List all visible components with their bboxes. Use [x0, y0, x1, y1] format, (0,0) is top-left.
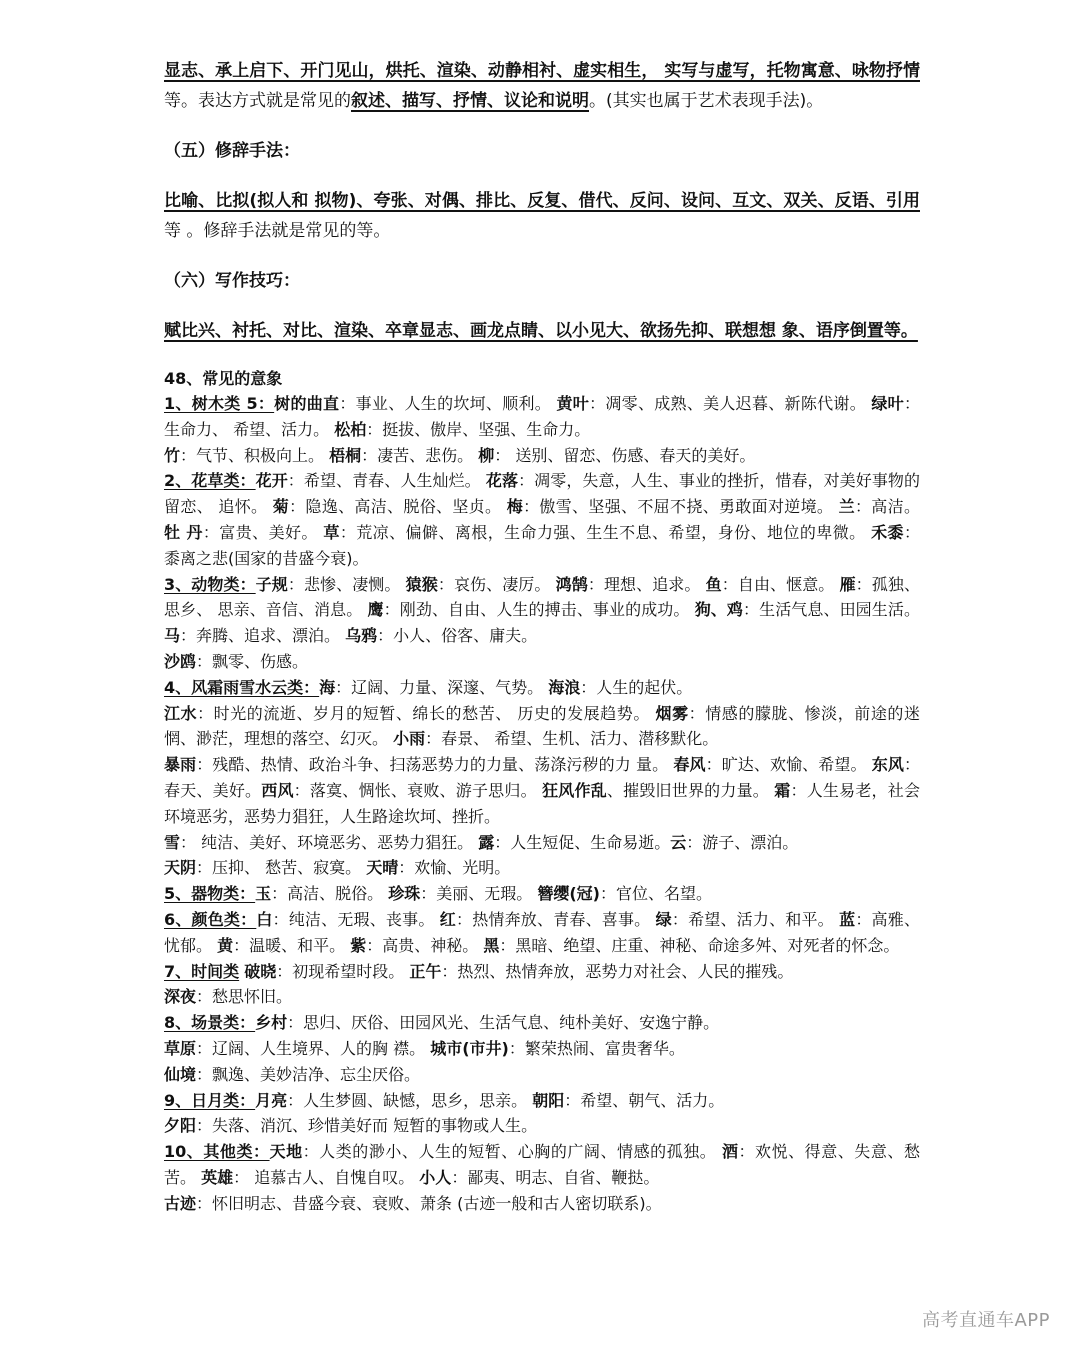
- meaning: ：凄苦、悲伤。: [361, 445, 479, 465]
- term: 柳: [478, 445, 495, 465]
- meaning: ：官位、名望。: [600, 884, 713, 904]
- term: 江水: [164, 703, 198, 723]
- meaning: 、摧毁旧世界的力量。: [606, 780, 775, 800]
- term: 珍珠: [388, 884, 421, 904]
- term: 草原: [164, 1038, 197, 1058]
- term: 狂风作乱: [542, 780, 607, 800]
- expression-modes-list: 叙述、描写、抒情、议论和说明: [351, 91, 589, 111]
- category-label: 10、其他类：: [164, 1142, 270, 1162]
- imagery-sun-moon: [164, 1088, 920, 1114]
- term: 雁: [839, 574, 856, 594]
- term: 鹰: [367, 600, 384, 620]
- imagery-time-continued: [164, 984, 920, 1010]
- category-label: 9、日月类：: [164, 1090, 256, 1110]
- meaning: ：春天、美好。: [164, 755, 920, 800]
- meaning: ：飘逸、美妙洁净、忘尘厌俗。: [196, 1064, 421, 1084]
- meaning: ：温暖、和平。: [233, 935, 351, 955]
- imagery-scenes-continued: [164, 1062, 920, 1088]
- term: 簪缨(冠): [537, 884, 600, 904]
- meaning: ：欢愉、光明。: [398, 858, 511, 878]
- imagery-weather-continued: [164, 752, 920, 829]
- meaning: ：游子、漂泊。: [686, 832, 799, 852]
- meaning: ：欢悦、得意、失意、愁苦。: [164, 1142, 920, 1187]
- rhetoric-paragraph: [164, 186, 920, 246]
- term: 海: [319, 677, 336, 697]
- term: 仙境: [164, 1064, 197, 1084]
- term: 天地: [269, 1142, 303, 1162]
- meaning: ：富贵、美好。: [202, 522, 324, 542]
- meaning: ：小人、俗客、庸夫。: [377, 626, 538, 646]
- term: 牡 丹: [164, 522, 203, 542]
- meaning: ：气节、积极向上。: [180, 445, 330, 465]
- meaning: ：高贵、神秘。: [366, 935, 484, 955]
- meaning: ：人生易老，社会环境恶劣，恶势力猖狂，人生路途坎坷、挫折。: [164, 780, 920, 826]
- term: 东风: [871, 755, 904, 775]
- term: 猿猴: [405, 574, 438, 594]
- term: 云: [670, 832, 687, 852]
- imagery-weather-continued: [164, 830, 920, 856]
- meaning: ：失落、消沉、珍惜美好而 短暂的事物或人生。: [196, 1116, 538, 1136]
- meaning: ：哀伤、凄厉。: [437, 574, 556, 594]
- meaning: ：压抑、 愁苦、寂寞。: [196, 858, 367, 878]
- imagery-list: [164, 366, 920, 1217]
- term: 兰: [838, 497, 855, 517]
- writing-skills-paragraph: [164, 316, 920, 346]
- meaning: ：孤独、思乡、 思亲、音信、消息。: [164, 574, 920, 620]
- meaning: ：高洁、脱俗。: [271, 884, 389, 904]
- term: 马: [164, 626, 181, 646]
- category-label: 6、颜色类：: [164, 909, 257, 929]
- term: 海浪: [548, 677, 581, 697]
- meaning: ：荒凉、偏僻、离根，生命力强、生生不息、希望，身份、地位的卑微。: [339, 522, 872, 542]
- term: 紫: [350, 935, 367, 955]
- meaning: ： 送别、留恋、伤感、春天的美好。: [494, 445, 756, 465]
- meaning: ：悲惨、凄恻。: [287, 574, 406, 594]
- imagery-scenes: [164, 1010, 920, 1036]
- imagery-weather-continued: [164, 701, 920, 753]
- meaning: ：希望、活力、和平。: [671, 909, 840, 929]
- meaning: ：人生短促、生命易逝。: [494, 832, 671, 852]
- term: 沙鸥: [164, 651, 197, 671]
- meaning: ：挺拔、傲岸、坚强、生命力。: [366, 419, 591, 439]
- term: 黑: [483, 935, 500, 955]
- meaning: ：辽阔、人生境界、人的胸 襟。: [196, 1038, 431, 1058]
- meaning: ：希望、朝气、活力。: [564, 1090, 725, 1110]
- term: 竹: [164, 445, 181, 465]
- meaning: ：时光的流逝、岁月的短暂、绵长的愁苦、 历史的发展趋势。: [197, 703, 656, 723]
- meaning: ：愁思怀旧。: [196, 987, 293, 1007]
- term: 鱼: [705, 574, 722, 594]
- term: 正午: [409, 961, 442, 981]
- term: 绿叶: [871, 394, 904, 413]
- term: 小人: [419, 1167, 452, 1187]
- term: 春风: [673, 755, 706, 775]
- term: 露: [478, 832, 495, 852]
- term: 乡村: [255, 1013, 288, 1033]
- term: 天阴: [164, 858, 197, 878]
- rhetoric-list: 比喻、比拟(拟人和 拟物)、夸张、对偶、排比、反复、借代、反问、设问、互文、双关、反语、引用: [164, 191, 920, 211]
- imagery-sun-moon-continued: [164, 1113, 920, 1139]
- term: 梧桐: [329, 445, 362, 465]
- term: 烟雾: [655, 703, 689, 723]
- term: 红: [439, 909, 456, 929]
- meaning: ：理想、追求。: [587, 574, 706, 594]
- term: 霜: [774, 780, 791, 800]
- meaning: ：鄙夷、明志、自省、鞭挞。: [451, 1167, 660, 1187]
- meaning: ：繁荣热闹、富贵奢华。: [508, 1038, 685, 1058]
- meaning: ：热烈、热情奔放，恶势力对社会、人民的摧残。: [441, 961, 794, 981]
- imagery-objects: [164, 881, 920, 907]
- meaning: ：生活气息、田园生活。: [743, 600, 920, 620]
- meaning: ：黑暗、绝望、庄重、神秘、命途多舛、对死者的怀念。: [499, 935, 900, 955]
- meaning: ：凋零，失意，人生、事业的挫折，惜春，对美好事物的留恋、 追怀。: [164, 471, 920, 517]
- meaning: ：落寞、惆怅、衰败、游子思归。: [293, 780, 543, 800]
- imagery-time: [164, 959, 920, 985]
- meaning: ： 纯洁、美好、环境恶劣、恶势力猖狂。: [180, 832, 479, 852]
- paragraph-text: 。(其实也属于艺术表现手法)。: [589, 91, 824, 111]
- imagery-others: [164, 1139, 920, 1191]
- meaning: ： 追慕古人、自愧自叹。: [233, 1167, 420, 1187]
- term: 古迹: [164, 1193, 197, 1213]
- paragraph-text: 等。表达方式就是常见的: [164, 91, 351, 111]
- meaning: ：怀旧明志、昔盛今衰、衰败、萧条 (古迹一般和古人密切联系)。: [196, 1193, 662, 1213]
- term: 蓝: [839, 909, 856, 929]
- meaning: ：辽阔、力量、深邃、气势。: [335, 677, 549, 697]
- term: 树的曲直: [274, 394, 340, 413]
- meaning: ：隐逸、高洁、脱俗、坚贞。: [289, 497, 507, 517]
- term: 花开: [255, 471, 288, 491]
- term: 松柏: [334, 419, 367, 439]
- meaning: ：高洁。: [854, 497, 920, 517]
- term: 雪: [164, 832, 181, 852]
- meaning: ：旷达、欢愉、希望。: [705, 755, 872, 775]
- meaning: ：刚劲、自由、人生的搏击、事业的成功。: [383, 600, 695, 620]
- meaning: ：高雅、忧郁。: [164, 909, 920, 955]
- term: 酒: [721, 1142, 739, 1162]
- term: 小雨: [393, 729, 426, 749]
- document-page: [164, 56, 920, 1217]
- meaning: ：初现希望时段。: [276, 961, 410, 981]
- meaning: ：奔腾、追求、漂泊。: [180, 626, 346, 646]
- term: 禾黍: [871, 522, 904, 542]
- category-label: 7、时间类: [164, 961, 240, 981]
- meaning: ：飘零、伤感。: [196, 651, 309, 671]
- meaning: ： 黍离之悲(国家的昔盛今衰)。: [164, 522, 920, 568]
- imagery-title: 48、常见的意象: [164, 369, 283, 388]
- term: 夕阳: [164, 1116, 197, 1136]
- imagery-trees-continued: [164, 443, 920, 469]
- section-heading-rhetoric: （五）修辞手法：: [164, 141, 300, 161]
- meaning: ：春景、 希望、生机、活力、潜移默化。: [425, 729, 719, 749]
- term: 子规: [255, 574, 288, 594]
- category-label: 8、场景类：: [164, 1013, 256, 1033]
- meaning: ：傲雪、坚强、不屈不挠、勇敢面对逆境。: [523, 497, 839, 517]
- category-label: 2、花草类：: [164, 471, 256, 491]
- app-watermark: 高考直通车APP: [921, 1310, 1050, 1331]
- imagery-flowers: [164, 468, 920, 571]
- category-label: 3、动物类：: [164, 574, 256, 594]
- term: 花落: [485, 471, 519, 491]
- meaning: ：人生的起伏。: [580, 677, 693, 697]
- term: 月亮: [255, 1090, 288, 1110]
- imagery-animals: [164, 572, 920, 649]
- term: 乌鸦: [345, 626, 378, 646]
- techniques-list: 显志、承上启下、开门见山，烘托、渲染、动静相衬、虚实相生， 实写与虚写，托物寓意、咏物抒情: [164, 61, 920, 81]
- meaning: ：凋零、成熟、美人迟暮、新陈代谢。: [589, 394, 872, 413]
- meaning: ：生命力、 希望、活力。: [164, 394, 920, 439]
- term: 白: [256, 909, 273, 929]
- term: 鸿鹄: [555, 574, 588, 594]
- term: 玉: [255, 884, 272, 904]
- term: 西风: [261, 780, 294, 800]
- term: 暴雨: [164, 755, 197, 775]
- meaning: ：事业、人生的坎坷、顺利。: [339, 394, 557, 413]
- imagery-weather: [164, 675, 920, 701]
- term: 草: [323, 522, 340, 542]
- term: 深夜: [164, 987, 197, 1007]
- paragraph-text: 等 。修辞手法就是常见的等。: [164, 221, 391, 241]
- meaning: ：思归、厌俗、田园风光、生活气息、纯朴美好、安逸宁静。: [287, 1013, 720, 1033]
- category-label: 5、器物类：: [164, 884, 256, 904]
- imagery-trees: [164, 391, 920, 443]
- category-label: 4、风霜雨雪水云类：: [164, 677, 320, 697]
- meaning: ：情感的朦胧、惨淡，前途的迷惘、渺茫，理想的落空、幻灭。: [164, 703, 920, 749]
- meaning: ：自由、惬意。: [721, 574, 840, 594]
- term: 英雄: [201, 1167, 234, 1187]
- meaning: ：残酷、热情、政治斗争、扫荡恶势力的力量、荡涤污秽的力 量。: [196, 755, 674, 775]
- term: 梅: [506, 497, 524, 517]
- term: 破晓: [244, 961, 277, 981]
- term: 绿: [655, 909, 672, 929]
- section-heading-writing-skills: （六）写作技巧：: [164, 271, 300, 291]
- imagery-colors: [164, 907, 920, 959]
- term: 菊: [272, 497, 290, 517]
- imagery-others-continued: [164, 1191, 920, 1217]
- meaning: ：纯洁、无瑕、丧事。: [272, 909, 440, 929]
- term: 朝阳: [532, 1090, 565, 1110]
- term: 城市(市井): [430, 1038, 509, 1058]
- term: 狗、鸡: [694, 600, 743, 620]
- expression-methods-paragraph: [164, 56, 920, 116]
- imagery-scenes-continued: [164, 1036, 920, 1062]
- meaning: ：美丽、无瑕。: [420, 884, 538, 904]
- meaning: ：希望、青春、人生灿烂。: [287, 471, 486, 491]
- category-label: 1、树木类 5：: [164, 394, 275, 413]
- imagery-weather-continued: [164, 855, 920, 881]
- writing-skills-list: 赋比兴、衬托、对比、渲染、卒章显志、画龙点睛、以小见大、欲扬先抑、联想想 象、语序倒置等。: [164, 321, 918, 341]
- term: 天晴: [366, 858, 399, 878]
- meaning: ：热情奔放、青春、喜事。: [456, 909, 656, 929]
- term: 黄: [217, 935, 234, 955]
- meaning: ：人生梦圆、缺憾，思乡，思亲。: [287, 1090, 533, 1110]
- meaning: ：人类的渺小、人生的短暂、心胸的广阔、情感的孤独。: [302, 1142, 722, 1162]
- term: 黄叶: [556, 394, 590, 413]
- imagery-animals-continued: [164, 649, 920, 675]
